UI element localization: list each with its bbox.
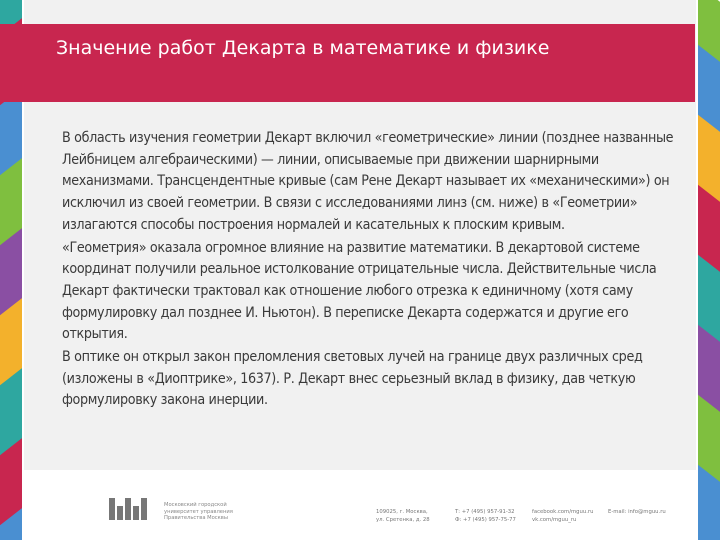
university-logo — [109, 498, 151, 520]
footer-web-links[interactable] — [532, 508, 593, 524]
paragraph-optics: В оптике он открыл закон преломления световых лучей на границе двух различных сред (изложены в «Диоптрике», 1637). Р. Декарт внес серьезный вклад в физику, дав четкую формулировку закона инерции. — [62, 349, 643, 409]
slide-body — [62, 128, 682, 413]
vk-link[interactable]: vk.com/mguu_ru — [532, 517, 577, 523]
right-decorative-stripes — [698, 0, 720, 540]
footer-address: 109025, г. Москва, ул. Сретенка, д. 28 — [376, 509, 430, 523]
paragraph-influence: «Геометрия» оказала огромное влияние на развитие математики. В декартовой системе координат получили реальное истолкование отрицательные числа. Действительные числа Декарт фактически трактовал как отношение любого отрезка к единичному (хотя саму формулировку дал позднее И. Ньютон). В переписке Декарта содержатся и другие его открытия. — [62, 239, 657, 343]
footer — [0, 478, 720, 540]
facebook-link[interactable]: facebook.com/mguu.ru — [532, 509, 594, 515]
organization-name: Московский городской университет управления Правительства Москвы — [164, 502, 233, 522]
footer-phones: Т: +7 (495) 957-91-32 Ф: +7 (495) 957-75-77 — [455, 509, 516, 523]
slide-title: Значение работ Декарта в математике и физике — [56, 37, 550, 59]
footer-email[interactable]: E-mail: info@mguu.ru — [608, 509, 666, 515]
paragraph-geometry: В область изучения геометрии Декарт включил «геометрические» линии (позднее названные Лейбницем алгебраическими) — линии, описываемые при движении шарнирными механизмами. Трансцендентные кривые (сам Рене Декарт называет их «механическими») он исключил из своей геометрии. В связи с исследованиями линз (см. ниже) в «Геометрии» излагаются способы построения нормалей и касательных к плоским кривым. — [62, 130, 674, 233]
